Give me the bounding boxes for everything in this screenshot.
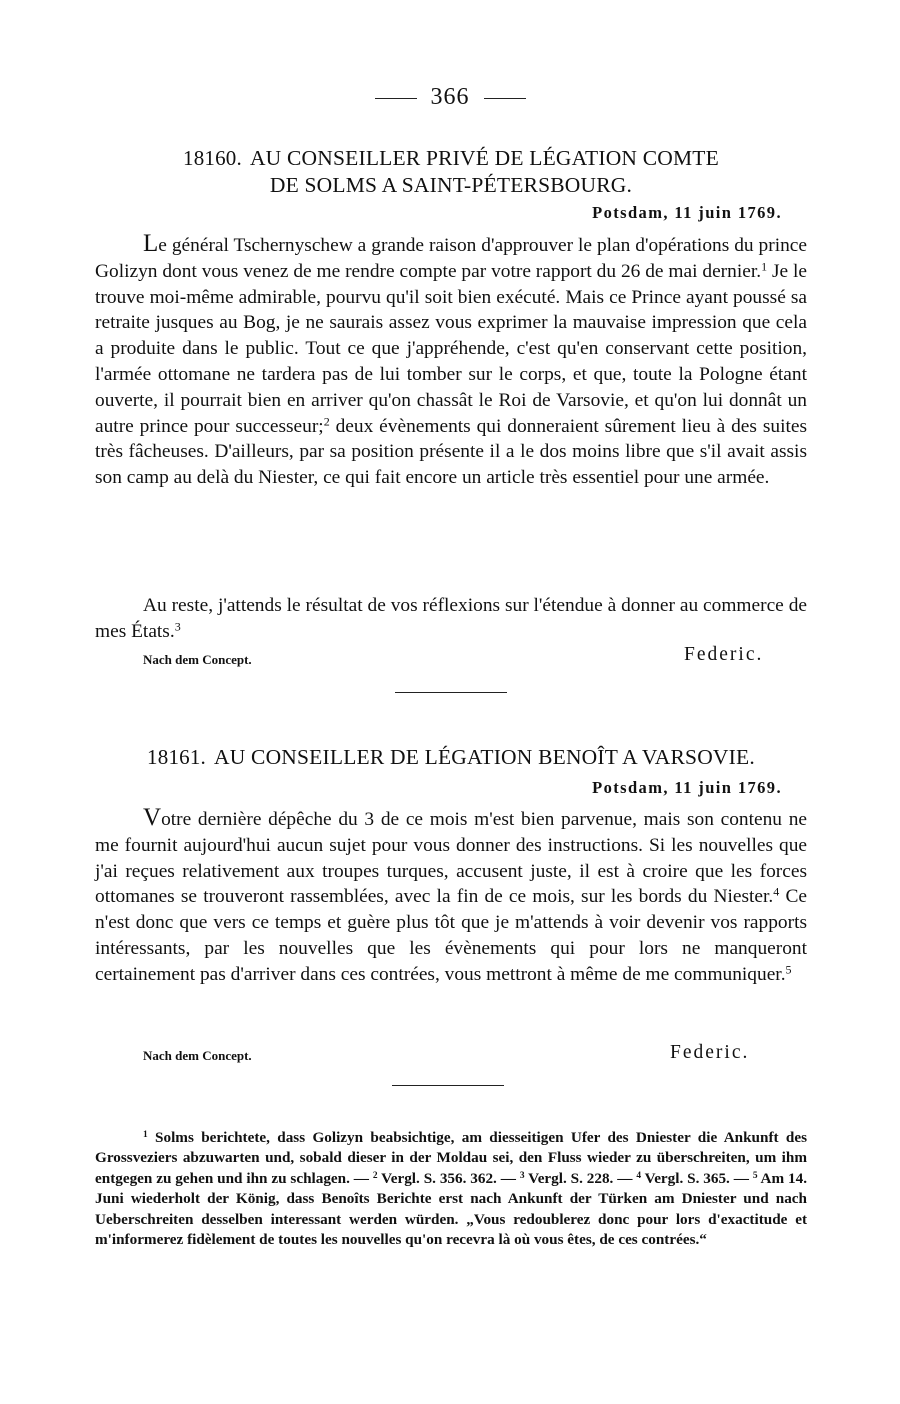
footnote-ref-2: 2 xyxy=(323,413,330,428)
footnote-3-text: Vergl. S. 228. — xyxy=(524,1169,633,1187)
letter2-para1-a: Votre dernière dépêche du 3 de ce mois m'est bien parvenue, mais son contenu ne me fournit aujourd'hui aucun sujet pour vous donner des instructions. Si les nouvelles que j'ai reçues relativement aux troupes turques, accusent juste, il est à croire que les forces ottomanes se trouveront rassemblées, avec la fin de ce mois, sur les bords du Niester. xyxy=(95,804,807,908)
letter2-number: 18161. xyxy=(147,745,206,769)
letter2-paragraph1 xyxy=(95,805,807,988)
section-divider-2 xyxy=(392,1085,504,1086)
page-number-text: 366 xyxy=(430,84,470,110)
letter2-heading-line xyxy=(95,744,807,771)
page-number-left-dash xyxy=(375,98,417,99)
letter2-para1-b: Ce n'est donc que vers ce temps et guère plus tôt que je m'attends à voir devenir vos rapports intéressants, par les nouvelles que les évènements qui pour lors ne manqueront certainement pas d'arriver dans ces contrées, vous mettront à même de me communiquer. xyxy=(95,886,807,985)
letter1-number: 18160. xyxy=(183,146,242,170)
letter1-paragraph1 xyxy=(95,231,807,491)
page-number-right-dash xyxy=(484,98,526,99)
footnote-mark-1: 1 xyxy=(143,1129,148,1140)
footnote-ref-1: 1 xyxy=(761,259,768,274)
letter2-signature: Federic. xyxy=(670,1042,750,1063)
letter1-heading-line1 xyxy=(95,145,807,172)
letter2-dateline: Potsdam, 11 juin 1769. xyxy=(592,778,782,797)
letter2-source-note: Nach dem Concept. xyxy=(143,1048,252,1063)
footnote-mark-2: 2 xyxy=(372,1170,378,1181)
letter1-title-line2: DE SOLMS A SAINT-PÉTERSBOURG. xyxy=(269,173,633,197)
page-number xyxy=(0,84,900,111)
letter1-heading xyxy=(95,145,807,199)
footnotes xyxy=(95,1128,807,1250)
footnote-2-text: Vergl. S. 356. 362. — xyxy=(377,1169,516,1187)
footnote-mark-4: 4 xyxy=(636,1170,642,1181)
letter1-para1-c: deux évènements qui donneraient sûrement lieu à des suites très fâcheuses. D'ailleurs, par sa position présente il a le dos moins libre que s'il avait assis son camp au delà du Niester, ce qui fait encore un article très essentiel pour une armée. xyxy=(95,415,807,489)
footnote-ref-5: 5 xyxy=(785,962,792,977)
footnote-mark-3: 3 xyxy=(519,1170,525,1181)
section-divider-1 xyxy=(395,692,507,693)
footnote-4-text: Vergl. S. 365. — xyxy=(641,1169,749,1187)
letter1-para1-a: Le général Tschernyschew a grande raison d'approuver le plan d'opérations du prince Golizyn dont vous venez de me rendre compte par votre rapport du 26 de mai dernier. xyxy=(95,230,807,282)
letter1-signature: Federic. xyxy=(684,644,764,665)
footnote-5-text: Am 14. Juni wiederholt der König, dass Benoîts Berichte erst nach Ankunft der Türken am Dniester und nach Ueberschreiten desselben interessant werden würden. „Vous redoublerez donc pour lors d'exactitude et m'informerez fidèlement de toutes les nouvelles qu'on recevra là où vous êtes, de ces contrées.“ xyxy=(95,1169,808,1249)
footnote-mark-5: 5 xyxy=(752,1170,758,1181)
footnote-1-text: Solms berichtete, dass Golizyn beabsichtige, am diesseitigen Ufer des Dniester die Ankunft des Grossveziers abzuwarten und, sobald dieser in der Moldau sei, den Fluss wieder zu überschreiten, um ihm entgegen zu gehen und ihn zu schlagen. — xyxy=(95,1129,807,1187)
letter2-title: AU CONSEILLER DE LÉGATION BENOÎT A VARSOVIE. xyxy=(214,745,755,769)
letter2-heading xyxy=(95,744,807,771)
letter1-dateline: Potsdam, 11 juin 1769. xyxy=(592,203,782,222)
letter1-title-line1: AU CONSEILLER PRIVÉ DE LÉGATION COMTE xyxy=(249,146,719,170)
letter1-para1-b: Je le trouve moi-même admirable, pourvu qu'il soit bien exécuté. Mais ce Prince ayant poussé sa retraite jusques au Bog, je ne saurais assez vous exprimer la mauvaise impression que cela a produite dans le public. Tout ce que j'appréhende, c'est qu'en conservant cette position, l'armée ottomane ne tardera pas de lui tomber sur le corps, et que, toute la Pologne étant ouverte, il pourrait bien en arriver qu'on chassât le Roi de Varsovie, et qu'on lui donnât un autre prince pour successeur; xyxy=(95,260,807,437)
footnote-ref-3: 3 xyxy=(174,619,181,634)
letter1-source-note: Nach dem Concept. xyxy=(143,652,252,667)
letter1-para2-text: Au reste, j'attends le résultat de vos réflexions sur l'étendue à donner au commerce de mes États. xyxy=(95,595,807,642)
footnote-ref-4: 4 xyxy=(773,884,780,899)
letter1-paragraph2 xyxy=(95,593,807,645)
